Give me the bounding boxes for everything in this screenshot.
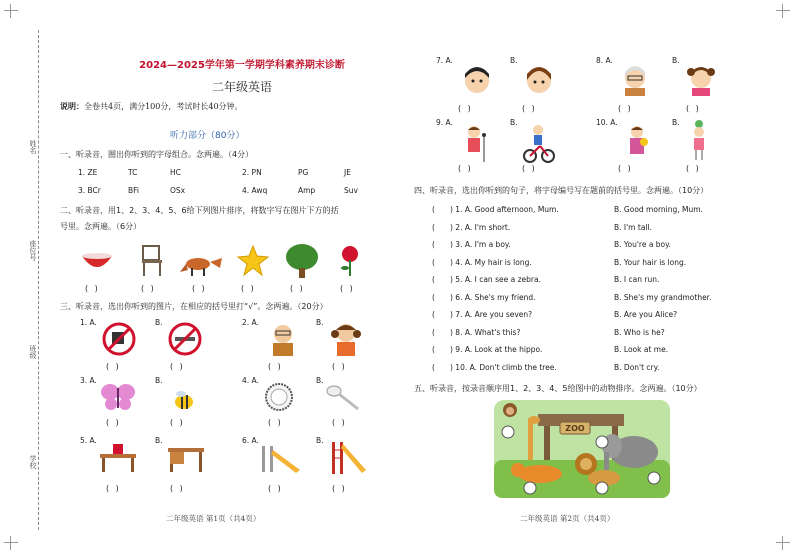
binding-line bbox=[38, 30, 50, 530]
s4-answer-paren[interactable]: ( bbox=[432, 275, 435, 284]
s4-answer-paren[interactable]: ( bbox=[432, 205, 435, 214]
grandma-icon bbox=[620, 64, 650, 96]
crop-mark bbox=[776, 536, 790, 550]
s3-q5-b-label: B. bbox=[155, 436, 163, 445]
s3-q9-a-answer[interactable]: ( ) bbox=[458, 164, 473, 173]
s3-q3-b-answer[interactable]: ( ) bbox=[170, 418, 185, 427]
s4-answer-paren[interactable]: ( bbox=[432, 292, 435, 302]
s3-q1-a-answer[interactable]: ( ) bbox=[106, 362, 121, 371]
s4-option-a: ) 4. A. My hair is long. bbox=[450, 257, 532, 267]
s4-option-b: B. I can run. bbox=[614, 275, 660, 284]
class-label: 班级 bbox=[29, 345, 37, 359]
page2-footer: 二年级英语 第2页（共4页） bbox=[520, 514, 615, 523]
s3-q3-a-label: 3. A. bbox=[80, 376, 97, 385]
s2-answer-6[interactable]: ( ) bbox=[340, 284, 355, 293]
s3-q2-a-answer[interactable]: ( ) bbox=[268, 362, 283, 371]
s3-q1-b-label: B. bbox=[155, 318, 163, 327]
s4-option-b: B. She's my grandmother. bbox=[614, 292, 712, 302]
listening-part-heading: 听力部分（80分） bbox=[170, 131, 245, 141]
s3-q6-a-answer[interactable]: ( ) bbox=[268, 484, 283, 493]
answer-circle-3[interactable] bbox=[524, 482, 536, 494]
s2-answer-4[interactable]: ( ) bbox=[241, 284, 256, 293]
s1-item1-b[interactable]: TC bbox=[128, 168, 138, 177]
s1-item4-a[interactable]: 4. Awq bbox=[242, 186, 268, 195]
spoon-icon bbox=[326, 384, 362, 412]
s4-answer-paren[interactable]: ( bbox=[432, 327, 435, 337]
no-smoking-sign-icon bbox=[168, 322, 202, 356]
s3-q9-b-label: B. bbox=[510, 118, 518, 127]
s4-option-b: B. Are you Alice? bbox=[614, 310, 678, 319]
fox-icon bbox=[180, 258, 222, 276]
plate-icon bbox=[264, 382, 294, 412]
girl-singing-icon bbox=[462, 124, 490, 164]
s3-q7-a-label: 7. A. bbox=[436, 56, 453, 65]
butterfly-icon bbox=[100, 382, 136, 412]
exam-note bbox=[60, 101, 243, 112]
girl-standing-icon bbox=[688, 118, 710, 162]
s3-q5-a-label: 5. A. bbox=[80, 436, 97, 445]
no-littering-sign-icon bbox=[102, 322, 136, 356]
note-text: 全卷共4页，满分100分，考试时长40分钟。 bbox=[84, 102, 243, 111]
s4-option-a: ) 9. A. Look at the hippo. bbox=[450, 345, 543, 354]
name-label: 姓名 bbox=[29, 140, 37, 154]
s1-item3-a[interactable]: 3. BCr bbox=[78, 186, 101, 195]
desk-icon bbox=[166, 440, 206, 474]
s1-item3-c[interactable]: OSx bbox=[170, 186, 186, 195]
s3-q4-a-label: 4. A. bbox=[242, 376, 259, 385]
s3-q10-b-label: B. bbox=[672, 118, 680, 127]
s3-q9-b-answer[interactable]: ( ) bbox=[522, 164, 537, 173]
s3-q10-b-answer[interactable]: ( ) bbox=[686, 164, 701, 173]
bowl-icon bbox=[82, 253, 112, 267]
girl-icon bbox=[686, 64, 716, 96]
s3-q2-b-label: B. bbox=[316, 318, 324, 327]
exam-title: 2024—2025学年第一学期学科素养期末诊断 bbox=[139, 60, 345, 71]
slide-icon bbox=[258, 442, 302, 476]
s3-q4-b-label: B. bbox=[316, 376, 324, 385]
answer-circle-1[interactable] bbox=[502, 426, 514, 438]
school-label: 学校 bbox=[29, 455, 37, 469]
s3-q3-a-answer[interactable]: ( ) bbox=[106, 418, 121, 427]
s3-q10-a-label: 10. A. bbox=[596, 118, 618, 127]
answer-circle-4[interactable] bbox=[596, 482, 608, 494]
zoo-picture bbox=[494, 400, 670, 498]
s3-q7-a-answer[interactable]: ( ) bbox=[458, 104, 473, 113]
s3-q3-b-label: B. bbox=[155, 376, 163, 385]
s1-item4-c[interactable]: Suv bbox=[344, 186, 358, 195]
s3-q5-a-answer[interactable]: ( ) bbox=[106, 484, 121, 493]
s3-q4-b-answer[interactable]: ( ) bbox=[332, 418, 347, 427]
exam-subtitle: 二年级英语 bbox=[211, 80, 272, 94]
s3-q6-b-answer[interactable]: ( ) bbox=[332, 484, 347, 493]
chair-icon bbox=[142, 246, 162, 276]
s4-option-b: B. Your hair is long. bbox=[614, 257, 687, 267]
section2-question-line2: 号里。念两遍。（6分） bbox=[60, 222, 142, 231]
section2-question-line1: 二、听录音，用1、2、3、4、5、6给下列图片排序，将数字写在图片下方的括 bbox=[60, 206, 339, 215]
s4-option-b: B. Don't cry. bbox=[614, 362, 660, 372]
girl-face-icon bbox=[524, 64, 554, 96]
s3-q2-b-answer[interactable]: ( ) bbox=[332, 362, 347, 371]
monkey-icon bbox=[503, 403, 517, 417]
rose-icon bbox=[341, 246, 358, 276]
section1-question: 一、听录音，圈出你听到的字母组合。念两遍。（4分） bbox=[60, 150, 254, 159]
s4-option-b: B. You're a boy. bbox=[614, 240, 671, 249]
zoo-sign-text: ZOO bbox=[565, 424, 585, 433]
answer-circle-2[interactable] bbox=[596, 436, 608, 448]
s3-q8-a-answer[interactable]: ( ) bbox=[618, 104, 633, 113]
s4-option-a: ) 10. A. Don't climb the tree. bbox=[450, 362, 557, 372]
note-prefix: 说明： bbox=[60, 101, 84, 111]
s1-item4-b[interactable]: Amp bbox=[298, 186, 316, 195]
s3-q8-a-label: 8. A. bbox=[596, 56, 613, 65]
s3-q9-a-label: 9. A. bbox=[436, 118, 453, 127]
s1-item2-b[interactable]: PG bbox=[298, 168, 309, 177]
s2-answer-2[interactable]: ( ) bbox=[141, 284, 156, 293]
s2-answer-5[interactable]: ( ) bbox=[290, 284, 305, 293]
s4-answer-paren[interactable]: ( bbox=[432, 240, 435, 249]
s4-option-b: B. Who is he? bbox=[614, 327, 665, 337]
s3-q2-a-label: 2. A. bbox=[242, 318, 259, 327]
s4-answer-paren[interactable]: ( bbox=[432, 345, 435, 354]
girl-icon bbox=[330, 322, 362, 356]
crop-mark bbox=[776, 4, 790, 18]
s4-option-a: ) 7. A. Are you seven? bbox=[450, 310, 533, 319]
s3-q5-b-answer[interactable]: ( ) bbox=[170, 484, 185, 493]
s2-answer-3[interactable]: ( ) bbox=[192, 284, 207, 293]
s3-q7-b-answer[interactable]: ( ) bbox=[522, 104, 537, 113]
desk-with-bag-icon bbox=[98, 440, 138, 474]
s3-q4-a-answer[interactable]: ( ) bbox=[268, 418, 283, 427]
s1-item3-b[interactable]: BFi bbox=[128, 186, 139, 195]
s4-answer-paren[interactable]: ( bbox=[432, 222, 435, 232]
s1-item1-a[interactable]: 1. ZE bbox=[78, 168, 98, 177]
s4-option-a: ) 3. A. I'm a boy. bbox=[450, 240, 511, 249]
s3-q1-a-label: 1. A. bbox=[80, 318, 97, 327]
s1-item2-c[interactable]: JE bbox=[344, 168, 351, 177]
s1-item2-a[interactable]: 2. PN bbox=[242, 168, 262, 177]
section3-question: 三、听录音，选出你听到的图片，在相应的括号里打“√”。念两遍。（20分） bbox=[60, 302, 328, 311]
section4-question: 四、听录音，选出你听到的句子，将字母编号写在题前的括号里。念两遍。（10分） bbox=[414, 186, 709, 195]
page1-footer: 二年级英语 第1页（共4页） bbox=[166, 514, 261, 523]
section5-question: 五、听录音，按录音顺序用1、2、3、4、5给图中的动物排序。念两遍。（10分） bbox=[414, 384, 702, 393]
bee-icon bbox=[172, 390, 196, 410]
s4-option-b: B. Look at me. bbox=[614, 345, 669, 354]
s4-option-b: B. I'm tall. bbox=[614, 222, 652, 232]
answer-circle-5[interactable] bbox=[648, 472, 660, 484]
s4-option-a: ) 8. A. What's this? bbox=[450, 327, 521, 337]
grandpa-icon bbox=[268, 322, 298, 356]
s4-option-a: ) 1. A. Good afternoon, Mum. bbox=[450, 205, 559, 214]
s2-answer-1[interactable]: ( ) bbox=[85, 284, 100, 293]
s3-q7-b-label: B. bbox=[510, 56, 518, 65]
s3-q10-a-answer[interactable]: ( ) bbox=[618, 164, 633, 173]
slide-ladder-icon bbox=[328, 440, 368, 476]
s4-answer-paren[interactable]: ( bbox=[432, 257, 435, 267]
girl-with-flowers-icon bbox=[624, 124, 650, 160]
star-icon bbox=[238, 246, 268, 275]
s3-q8-b-answer[interactable]: ( ) bbox=[686, 104, 701, 113]
section2-pictures bbox=[78, 244, 378, 278]
s3-q6-b-label: B. bbox=[316, 436, 324, 445]
s3-q6-a-label: 6. A. bbox=[242, 436, 259, 445]
crop-mark bbox=[4, 536, 18, 550]
s1-item1-c[interactable]: HC bbox=[170, 168, 181, 177]
seat-label: 座位号 bbox=[29, 240, 37, 261]
s4-option-a: ) 5. A. I can see a zebra. bbox=[450, 275, 541, 284]
boy-face-icon bbox=[462, 64, 492, 96]
crop-mark bbox=[4, 4, 18, 18]
s4-option-b: B. Good morning, Mum. bbox=[614, 205, 703, 214]
tree-icon bbox=[286, 244, 318, 278]
s4-option-a: ) 6. A. She's my friend. bbox=[450, 292, 536, 302]
s3-q1-b-answer[interactable]: ( ) bbox=[170, 362, 185, 371]
s4-answer-paren[interactable]: ( bbox=[432, 362, 435, 372]
s3-q8-b-label: B. bbox=[672, 56, 680, 65]
s4-answer-paren[interactable]: ( bbox=[432, 310, 435, 319]
boy-riding-bike-icon bbox=[522, 124, 556, 164]
s4-option-a: ) 2. A. I'm short. bbox=[450, 222, 511, 232]
